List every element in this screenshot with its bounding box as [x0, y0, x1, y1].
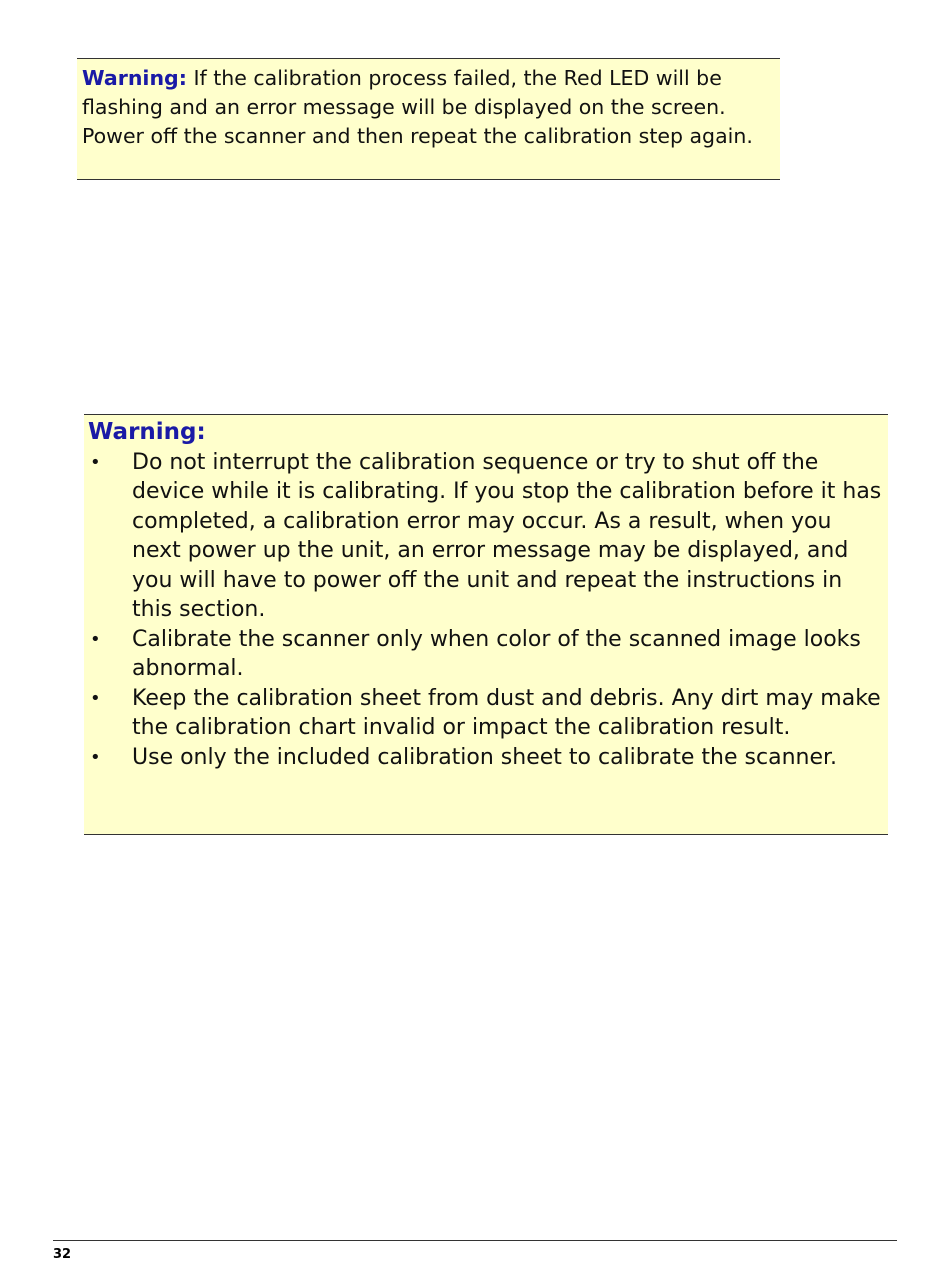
warning-label: Warning:: [88, 419, 206, 445]
list-item: [88, 448, 882, 625]
bullet-icon: •: [90, 687, 101, 709]
warning-label: Warning:: [82, 66, 187, 90]
footer-divider: [53, 1240, 897, 1241]
list-item-text: Calibrate the scanner only when color of the scanned image looks abnormal.: [132, 626, 861, 681]
warning-box-calibration-tips: [84, 414, 888, 835]
page-number: 32: [53, 1247, 72, 1262]
list-item-text: Do not interrupt the calibration sequence or try to shut off the device while it is calibrating. If you stop the calibration before it has completed, a calibration error may occur. As a result, when you next power up the unit, an error message may be displayed, and you will have to power off the unit and repeat the instructions in this section.: [132, 449, 882, 622]
warning-box-calibration-failed: [77, 58, 780, 180]
bullet-icon: •: [90, 451, 101, 473]
list-item: [88, 684, 882, 743]
list-item: [88, 625, 882, 684]
warning-text: If the calibration process failed, the Red LED will be flashing and an error message will be displayed on the screen. Power off the scanner and then repeat the calibration step again.: [82, 66, 753, 148]
bullet-icon: •: [90, 746, 101, 768]
list-item-text: Keep the calibration sheet from dust and debris. Any dirt may make the calibration chart invalid or impact the calibration result.: [132, 685, 881, 740]
warning-list: [88, 448, 882, 773]
list-item-text: Use only the included calibration sheet to calibrate the scanner.: [132, 744, 838, 770]
list-item: [88, 743, 882, 773]
bullet-icon: •: [90, 628, 101, 650]
